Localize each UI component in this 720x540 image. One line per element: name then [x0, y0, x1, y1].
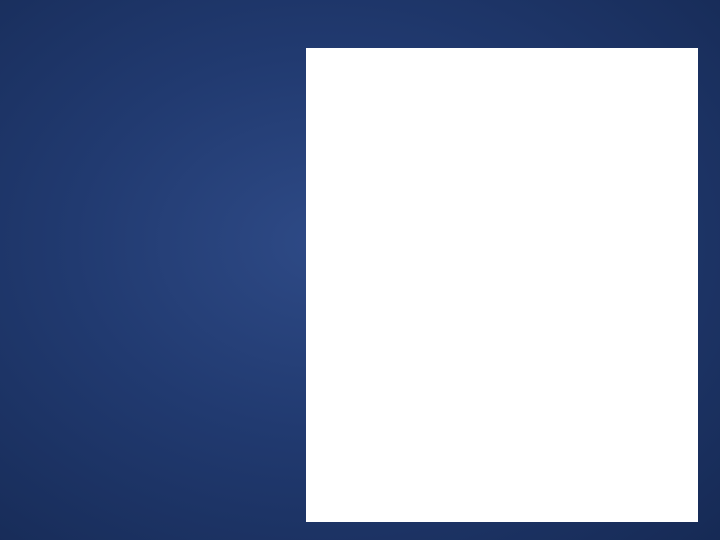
diagram-panel: [306, 48, 698, 522]
building-diagram: [306, 48, 698, 522]
